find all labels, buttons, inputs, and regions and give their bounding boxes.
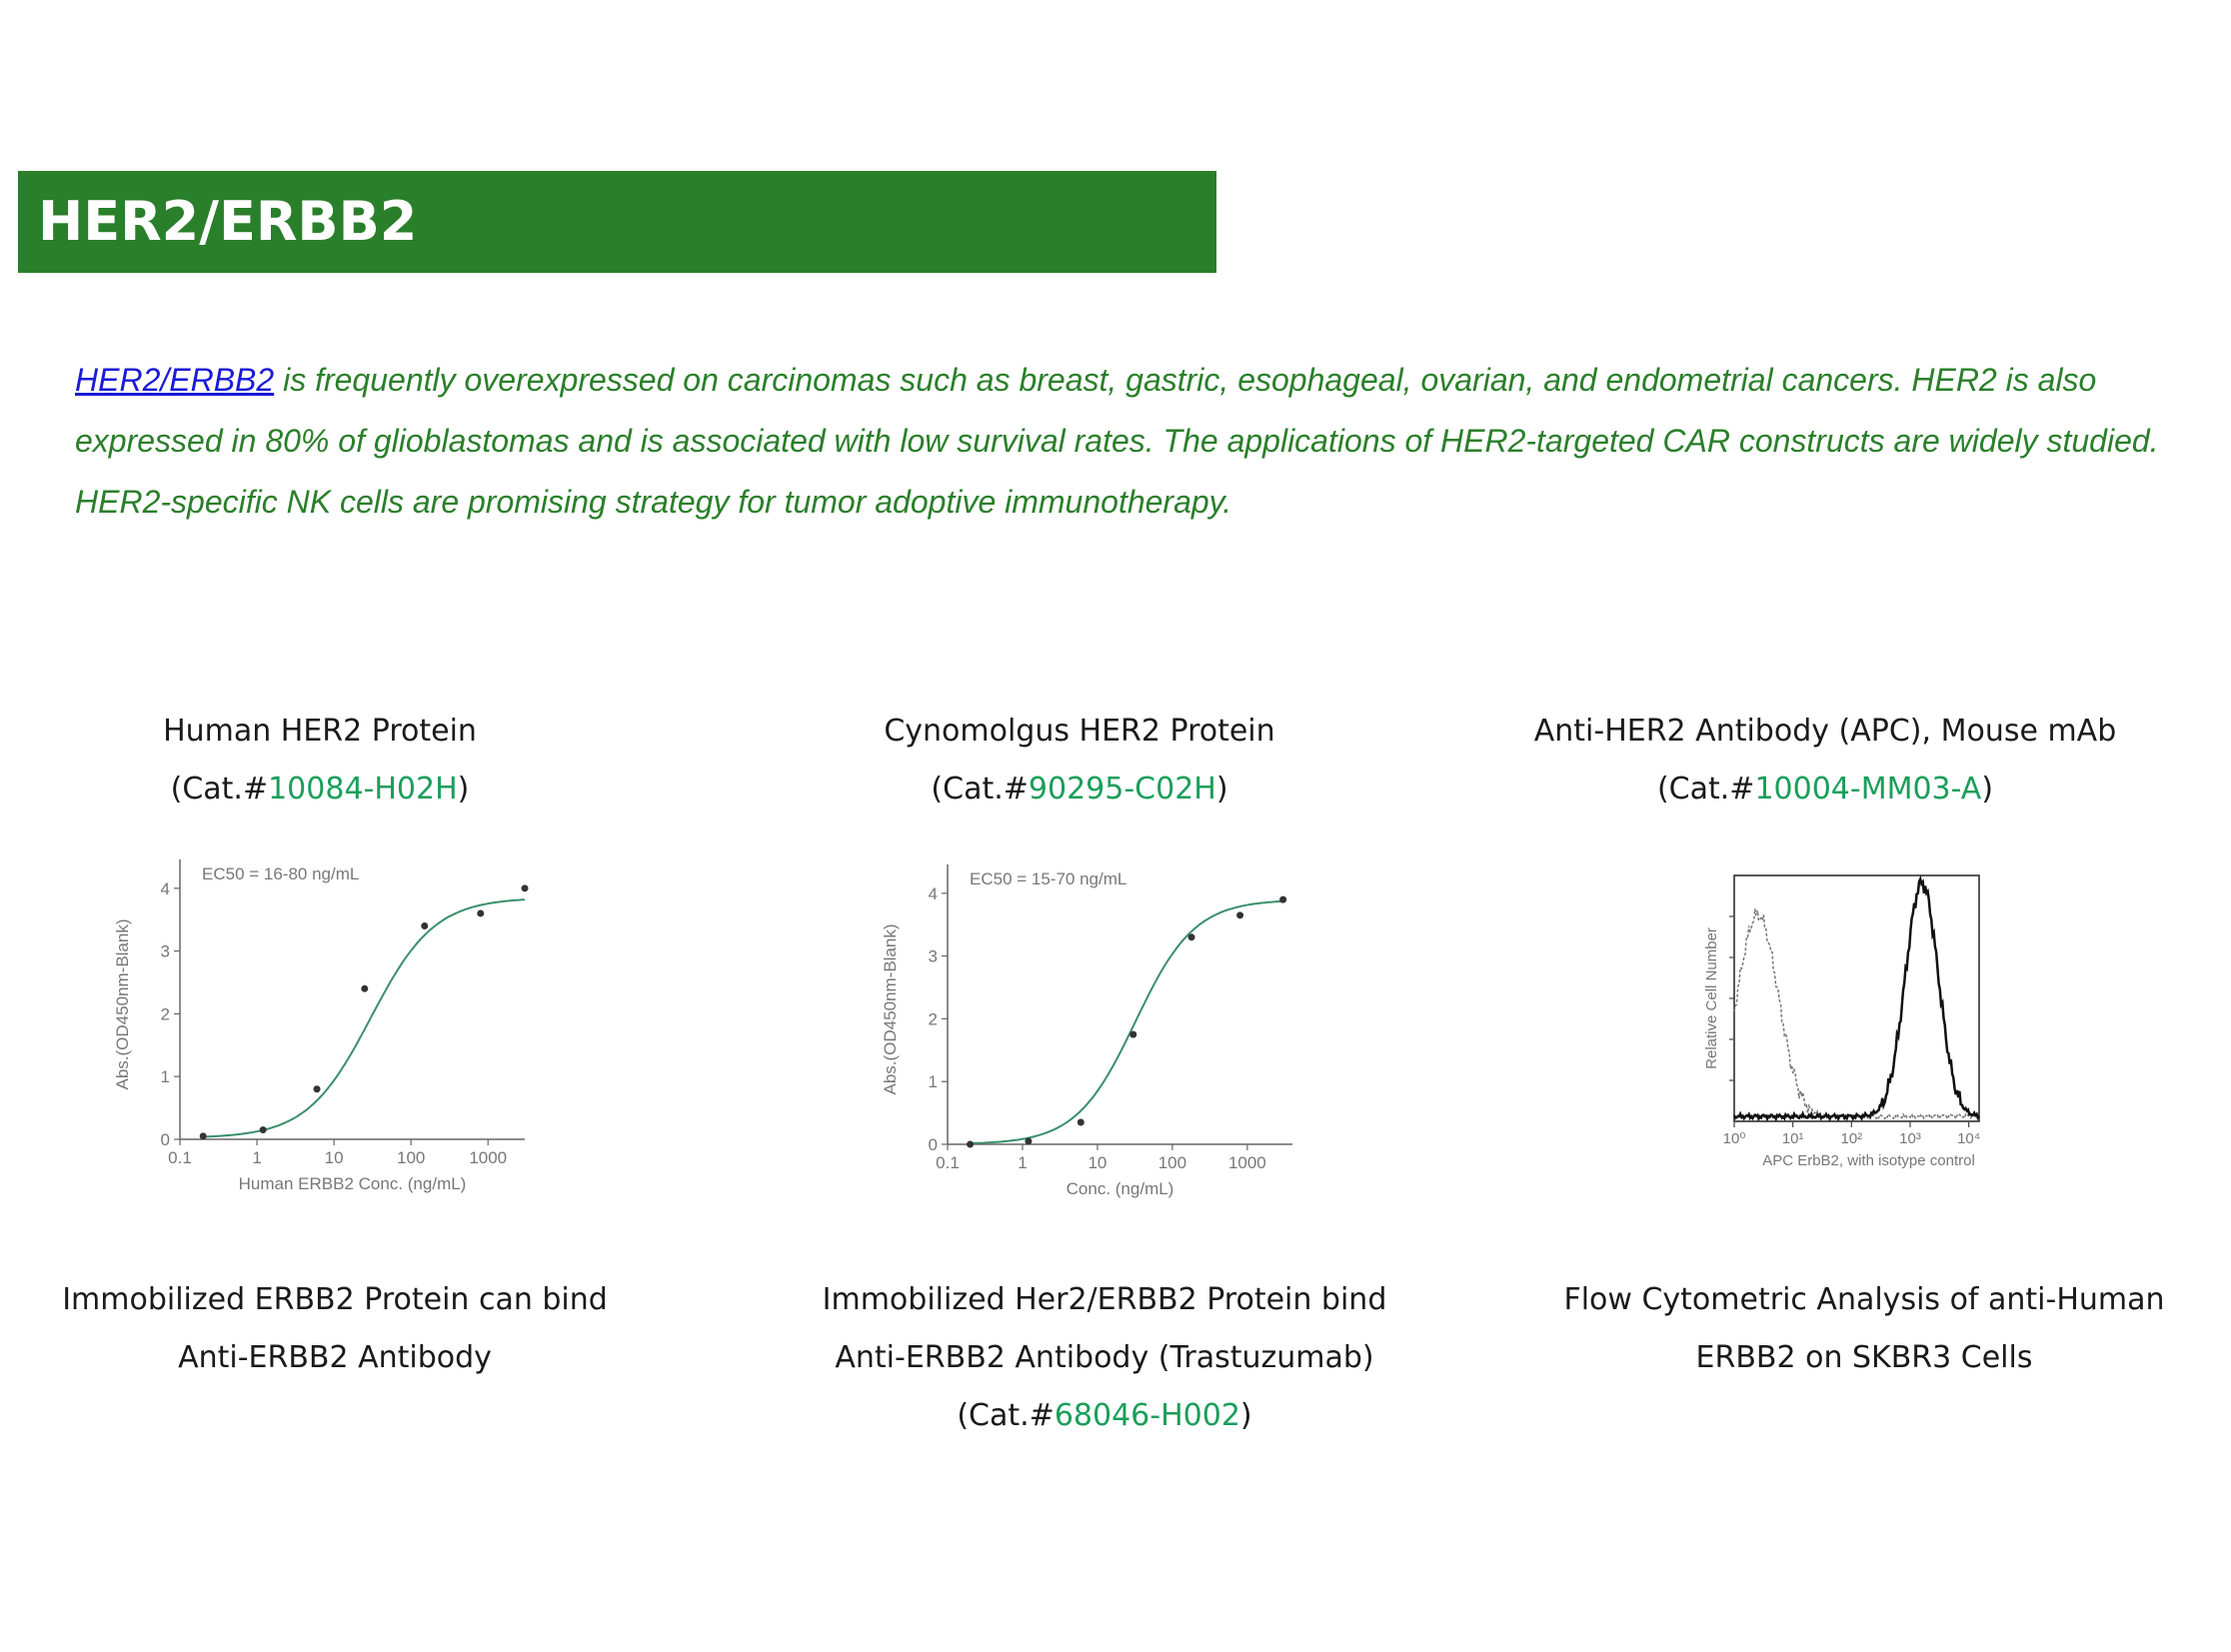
chart-3-x-tick-label: 10⁴ bbox=[1957, 1130, 1981, 1147]
chart-3-series-2 bbox=[1734, 879, 1979, 1119]
chart-3-y-label: Relative Cell Number bbox=[1703, 927, 1720, 1069]
chart-1-x-tick-label: 0.1 bbox=[168, 1148, 192, 1167]
chart-1-fit-curve bbox=[203, 899, 525, 1136]
panel-2-caption-cat-number[interactable]: 68046-H002 bbox=[1054, 1398, 1240, 1433]
chart-2-data-point bbox=[1279, 896, 1286, 903]
panel-2-cat-number[interactable]: 90295-C02H bbox=[1028, 772, 1216, 807]
chart-2-y-tick-label: 4 bbox=[928, 883, 938, 903]
chart-2-y-tick-label: 2 bbox=[928, 1009, 938, 1029]
chart-1-y-tick-label: 2 bbox=[160, 1004, 170, 1024]
intro-text: is frequently overexpressed on carcinomas such as breast, gastric, esophageal, ovarian, and endometrial cancers. HER2 is also expressed in 80% of glioblastomas and is associated with low survival rates. The applications of HER2-targeted CAR constructs are widely studied. HER2-specific NK cells are promising strategy for tumor adoptive immunotherapy. bbox=[75, 362, 2159, 520]
chart-1-data-point bbox=[477, 909, 484, 916]
chart-1-data-point bbox=[522, 884, 529, 891]
panel-2-caption-cat: (Cat.#68046-H002) bbox=[957, 1398, 1252, 1433]
panel-3-caption-line2: ERBB2 on SKBR3 Cells bbox=[1695, 1340, 2033, 1375]
chart-3-x-tick-label: 10³ bbox=[1899, 1130, 1921, 1147]
chart-2 bbox=[868, 854, 1307, 1209]
chart-1 bbox=[100, 849, 540, 1204]
panel-1-caption bbox=[0, 1271, 685, 1387]
chart-1-y-label: Abs.(OD450nm-Blank) bbox=[113, 918, 132, 1090]
chart-2-fit-curve bbox=[971, 901, 1283, 1143]
chart-2-y-tick-label: 0 bbox=[928, 1135, 938, 1154]
chart-2-x-tick-label: 1000 bbox=[1227, 1153, 1266, 1172]
chart-1-y-tick-label: 3 bbox=[160, 941, 170, 961]
page-title: HER2/ERBB2 bbox=[38, 190, 418, 253]
chart-1-y-tick-label: 1 bbox=[160, 1067, 170, 1087]
panel-3-header bbox=[1475, 703, 2175, 819]
panel-1-header bbox=[0, 703, 670, 819]
chart-3-x-tick-label: 10² bbox=[1840, 1130, 1863, 1147]
chart-3-x-label: APC ErbB2, with isotype control bbox=[1762, 1152, 1975, 1169]
chart-2-x-tick-label: 1 bbox=[1018, 1153, 1028, 1172]
chart-1-x-tick-label: 1000 bbox=[469, 1148, 508, 1167]
panel-1-title: Human HER2 Protein bbox=[163, 714, 477, 749]
chart-1-x-tick-label: 100 bbox=[396, 1148, 426, 1167]
chart-2-x-tick-label: 10 bbox=[1088, 1153, 1108, 1172]
chart-2-data-point bbox=[1129, 1031, 1136, 1038]
panel-1-caption-line2: Anti-ERBB2 Antibody bbox=[178, 1340, 492, 1375]
chart-2-data-point bbox=[1078, 1119, 1085, 1126]
chart-2-data-point bbox=[967, 1141, 974, 1148]
header-banner bbox=[18, 171, 1216, 273]
chart-2-x-tick-label: 0.1 bbox=[936, 1153, 960, 1172]
chart-3-x-tick-label: 10¹ bbox=[1781, 1130, 1804, 1147]
chart-2-y-tick-label: 3 bbox=[928, 946, 938, 966]
chart-3-svg bbox=[1694, 869, 2024, 1179]
chart-2-x-tick-label: 100 bbox=[1157, 1153, 1187, 1172]
chart-3-x-tick-label: 10⁰ bbox=[1722, 1130, 1746, 1147]
panel-1-cat: (Cat.#10084-H02H) bbox=[170, 772, 470, 807]
chart-1-x-label: Human ERBB2 Conc. (ng/mL) bbox=[238, 1174, 467, 1193]
panel-3-cat-number[interactable]: 10004-MM03-A bbox=[1754, 772, 1982, 807]
chart-2-x-label: Conc. (ng/mL) bbox=[1066, 1179, 1174, 1198]
panel-3-caption-line1: Flow Cytometric Analysis of anti-Human bbox=[1563, 1282, 2165, 1317]
chart-1-svg bbox=[100, 849, 540, 1199]
panel-2-cat: (Cat.#90295-C02H) bbox=[931, 772, 1228, 807]
panel-2-caption bbox=[755, 1271, 1454, 1445]
chart-2-svg bbox=[868, 854, 1307, 1204]
chart-1-data-point bbox=[421, 922, 428, 929]
panel-2-title: Cynomolgus HER2 Protein bbox=[884, 714, 1275, 749]
panel-3-caption bbox=[1514, 1271, 2214, 1387]
chart-3 bbox=[1694, 869, 2024, 1184]
panel-2-caption-line1: Immobilized Her2/ERBB2 Protein bind bbox=[822, 1282, 1387, 1317]
chart-2-data-point bbox=[1188, 933, 1195, 940]
chart-3-frame bbox=[1734, 875, 1979, 1121]
panel-1-caption-line1: Immobilized ERBB2 Protein can bind bbox=[62, 1282, 608, 1317]
chart-1-y-tick-label: 0 bbox=[160, 1130, 170, 1149]
panel-3-cat: (Cat.#10004-MM03-A) bbox=[1656, 772, 1994, 807]
chart-1-x-tick-label: 1 bbox=[252, 1148, 262, 1167]
chart-1-data-point bbox=[260, 1126, 267, 1133]
panel-2-caption-line2: Anti-ERBB2 Antibody (Trastuzumab) bbox=[835, 1340, 1374, 1375]
panel-1-cat-number[interactable]: 10084-H02H bbox=[268, 772, 458, 807]
panel-3-title: Anti-HER2 Antibody (APC), Mouse mAb bbox=[1533, 714, 2117, 749]
chart-2-y-tick-label: 1 bbox=[928, 1072, 938, 1092]
chart-1-data-point bbox=[200, 1132, 207, 1139]
panel-2-header bbox=[730, 703, 1429, 819]
chart-2-annotation: EC50 = 15-70 ng/mL bbox=[970, 869, 1127, 888]
chart-1-data-point bbox=[361, 985, 368, 992]
chart-2-data-point bbox=[1236, 911, 1243, 918]
chart-2-y-label: Abs.(OD450nm-Blank) bbox=[881, 923, 900, 1095]
chart-1-y-tick-label: 4 bbox=[160, 878, 170, 898]
her2-link[interactable]: HER2/ERBB2 bbox=[75, 362, 275, 398]
chart-1-x-tick-label: 10 bbox=[324, 1148, 344, 1167]
chart-2-data-point bbox=[1025, 1137, 1032, 1144]
chart-1-annotation: EC50 = 16-80 ng/mL bbox=[202, 864, 360, 883]
intro-paragraph bbox=[75, 350, 2194, 533]
chart-1-data-point bbox=[314, 1085, 321, 1092]
